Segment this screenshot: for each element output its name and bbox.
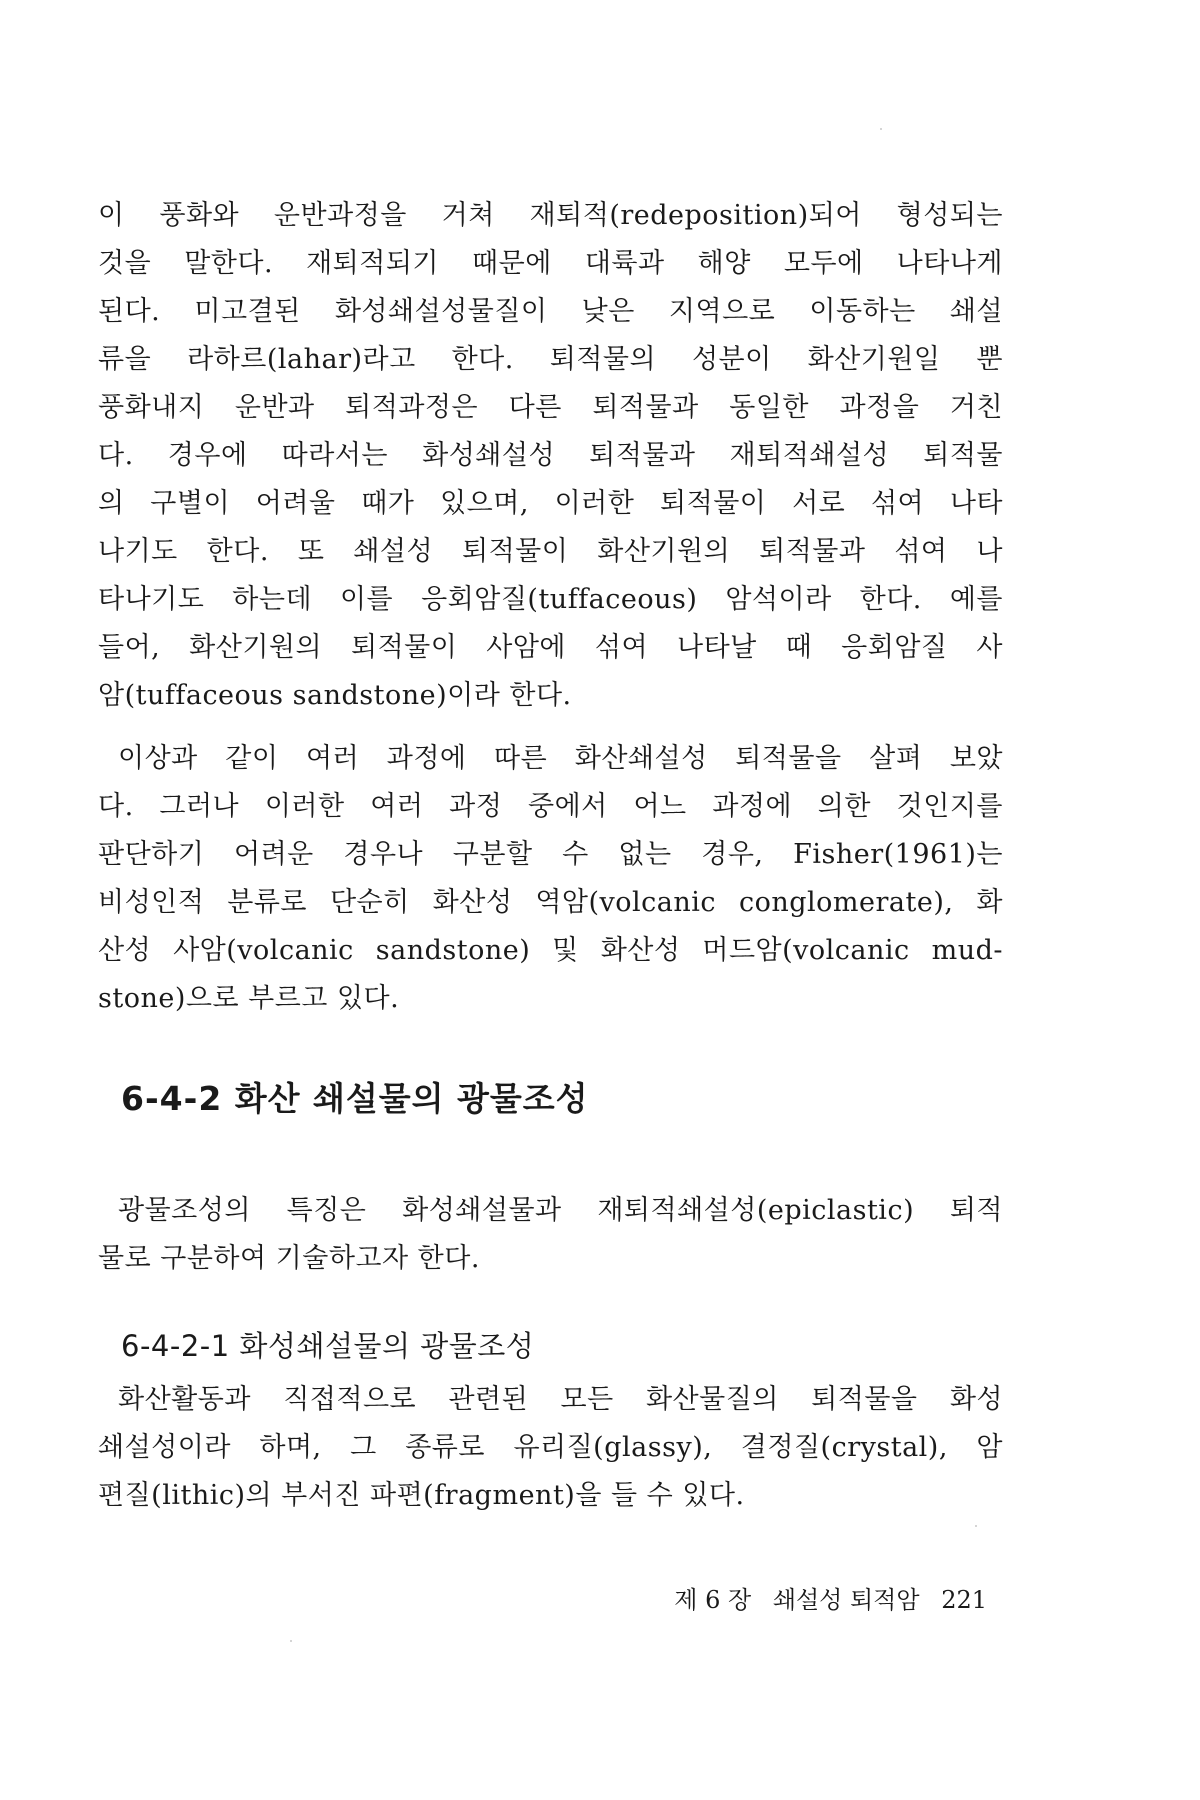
footer-chapter: 제 6 장	[674, 1586, 752, 1614]
text-line: 이 풍화와 운반과정을 거쳐 재퇴적(redeposition)되어 형성되는	[98, 200, 1003, 231]
text-line: 판단하기 어려운 경우나 구분할 수 없는 경우, Fisher(1961)는	[98, 839, 1003, 870]
text-line: 다. 경우에 따라서는 화성쇄설성 퇴적물과 재퇴적쇄설성 퇴적물	[98, 440, 1003, 471]
page-footer	[660, 1584, 987, 1616]
paragraph-mineral-intro	[98, 1187, 1003, 1283]
scan-speck	[880, 128, 882, 130]
text-line: 광물조성의 특징은 화성쇄설물과 재퇴적쇄설성(epiclastic) 퇴적	[118, 1195, 1003, 1226]
text-line: 다. 그러나 이러한 여러 과정 중에서 어느 과정에 의한 것인지를	[98, 791, 1003, 822]
text-line: 암(tuffaceous sandstone)이라 한다.	[98, 680, 572, 711]
text-line: 쇄설성이라 하며, 그 종류로 유리질(glassy), 결정질(crystal), 암	[98, 1432, 1003, 1463]
page-number: 221	[941, 1586, 987, 1614]
text-line: stone)으로 부르고 있다.	[98, 983, 400, 1014]
text-line: 이상과 같이 여러 과정에 따른 화산쇄설성 퇴적물을 살펴 보았	[118, 743, 1003, 774]
text-line: 산성 사암(volcanic sandstone) 및 화산성 머드암(volcanic mud-	[98, 935, 1003, 966]
text-line: 의 구별이 어려울 때가 있으며, 이러한 퇴적물이 서로 섞여 나타	[98, 488, 1003, 519]
footer-chapter-title: 쇄설성 퇴적암	[772, 1586, 920, 1614]
paragraph-redeposition	[98, 192, 1003, 720]
section-heading: 6-4-2 화산 쇄설물의 광물조성	[121, 1079, 589, 1118]
subsection-heading: 6-4-2-1 화성쇄설물의 광물조성	[121, 1329, 535, 1363]
text-line: 된다. 미고결된 화성쇄설성물질이 낮은 지역으로 이동하는 쇄설	[98, 296, 1003, 327]
text-line: 류을 라하르(lahar)라고 한다. 퇴적물의 성분이 화산기원일 뿐	[98, 344, 1003, 375]
text-line: 물로 구분하여 기술하고자 한다.	[98, 1243, 480, 1274]
text-line: 들어, 화산기원의 퇴적물이 사암에 섞여 나타날 때 응회암질 사	[98, 632, 1003, 663]
text-line: 편질(lithic)의 부서진 파편(fragment)을 들 수 있다.	[98, 1480, 745, 1511]
text-line: 화산활동과 직접적으로 관련된 모든 화산물질의 퇴적물을 화성	[118, 1384, 1003, 1415]
text-line: 것을 말한다. 재퇴적되기 때문에 대륙과 해양 모두에 나타나게	[98, 248, 1003, 279]
text-line: 나기도 한다. 또 쇄설성 퇴적물이 화산기원의 퇴적물과 섞여 나	[98, 536, 1003, 567]
text-line: 비성인적 분류로 단순히 화산성 역암(volcanic conglomerate), 화	[98, 887, 1003, 918]
paragraph-classification	[98, 735, 1003, 1023]
scan-speck	[975, 1525, 977, 1527]
text-line: 타나기도 하는데 이를 응회암질(tuffaceous) 암석이라 한다. 예를	[98, 584, 1003, 615]
paragraph-pyroclastic	[98, 1376, 1003, 1520]
text-line: 풍화내지 운반과 퇴적과정은 다른 퇴적물과 동일한 과정을 거친	[98, 392, 1003, 423]
scan-speck	[290, 1640, 292, 1642]
